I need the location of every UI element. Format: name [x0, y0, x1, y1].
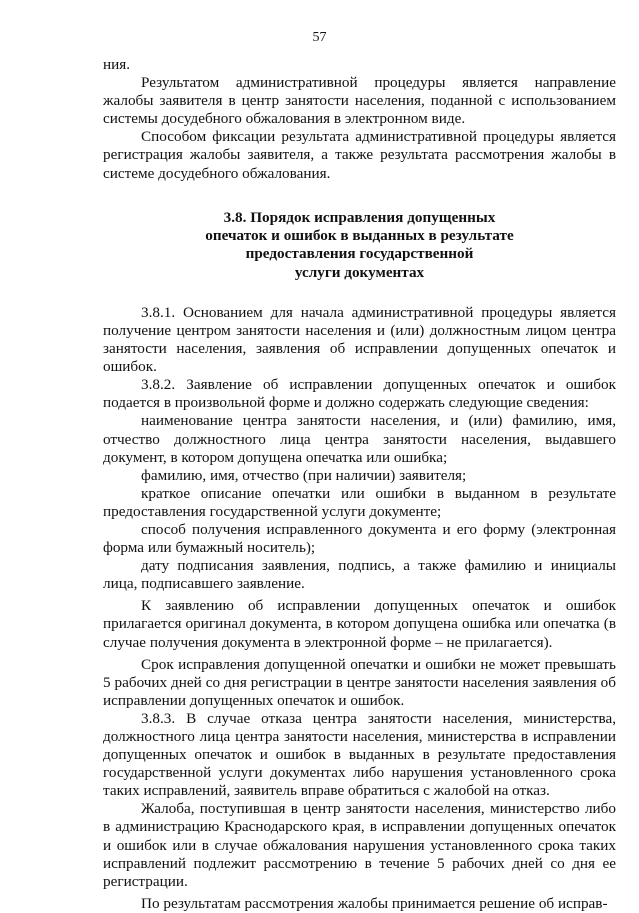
list-item: наименование центра занятости населения, и (или) фамилию, имя, отчество должностного лица центра занятости населения, выдавшего документ, в котором допущена опечатка или ошибка;	[103, 412, 616, 466]
paragraph: Жалоба, поступившая в центр занятости населения, министерство либо в администрацию Краснодарского края, в исправлении допущенных опечаток и ошибок или в случае обжалования нарушения установленного срока таких исправлений подлежит рассмотрению в течение 5 рабочих дней со дня ее регистрации.	[103, 800, 616, 890]
paragraph: 3.8.1. Основанием для начала административной процедуры является получение центром занятости населения и (или) должностным лицом центра занятости населения, заявления об исправлении допущенных опечаток и ошибок.	[103, 303, 616, 376]
paragraph: 3.8.3. В случае отказа центра занятости населения, министерства, должностного лица центра занятости населения, министерства в исправлении допущенных опечаток и ошибок в выданных в результате предоставления государственной услуги документах либо нарушения установленного срока таких исправлений, заявитель вправе обратиться с жалобой на отказ.	[103, 709, 616, 800]
heading-line: 3.8. Порядок исправления допущенных	[223, 208, 496, 226]
paragraph: Способом фиксации результата административной процедуры является регистрация жалобы заявителя, а также результата рассмотрения жалобы в системе досудебного обжалования.	[103, 128, 616, 182]
paragraph: Результатом административной процедуры является направление жалобы заявителя в центр занятости населения, поданной с использованием системы досудебного обжалования в электронном виде.	[103, 74, 616, 128]
paragraph: К заявлению об исправлении допущенных опечаток и ошибок прилагается оригинал документа, в котором допущена ошибка или опечатка (в случае получения документа в электронной форме – не прилагается).	[103, 597, 616, 651]
section-heading	[103, 209, 616, 282]
list-item: краткое описание опечатки или ошибки в выданном в результате предоставления государственной услуги документе;	[103, 484, 616, 520]
document-body	[103, 56, 616, 913]
heading-line: предоставления государственной	[245, 245, 474, 263]
list-item: дату подписания заявления, подпись, а также фамилию и инициалы лица, подписавшего заявление.	[103, 557, 616, 593]
paragraph: Срок исправления допущенной опечатки и ошибки не может превышать 5 рабочих дней со дня регистрации в центре занятости населения заявления об исправлении допущенных опечаток и ошибок.	[103, 655, 616, 709]
heading-line: услуги документах	[294, 263, 425, 281]
heading-line: опечаток и ошибок в выданных в результате	[205, 226, 514, 244]
paragraph: 3.8.2. Заявление об исправлении допущенных опечаток и ошибок подается в произвольной форме и должно содержать следующие сведения:	[103, 376, 616, 412]
paragraph: ния.	[103, 56, 131, 73]
list-item: фамилию, имя, отчество (при наличии) заявителя;	[141, 466, 467, 484]
list-item: способ получения исправленного документа и его форму (электронная форма или бумажный носитель);	[103, 520, 616, 557]
page-number: 57	[312, 30, 327, 45]
paragraph: По результатам рассмотрения жалобы принимается решение об исправ-	[141, 894, 608, 912]
